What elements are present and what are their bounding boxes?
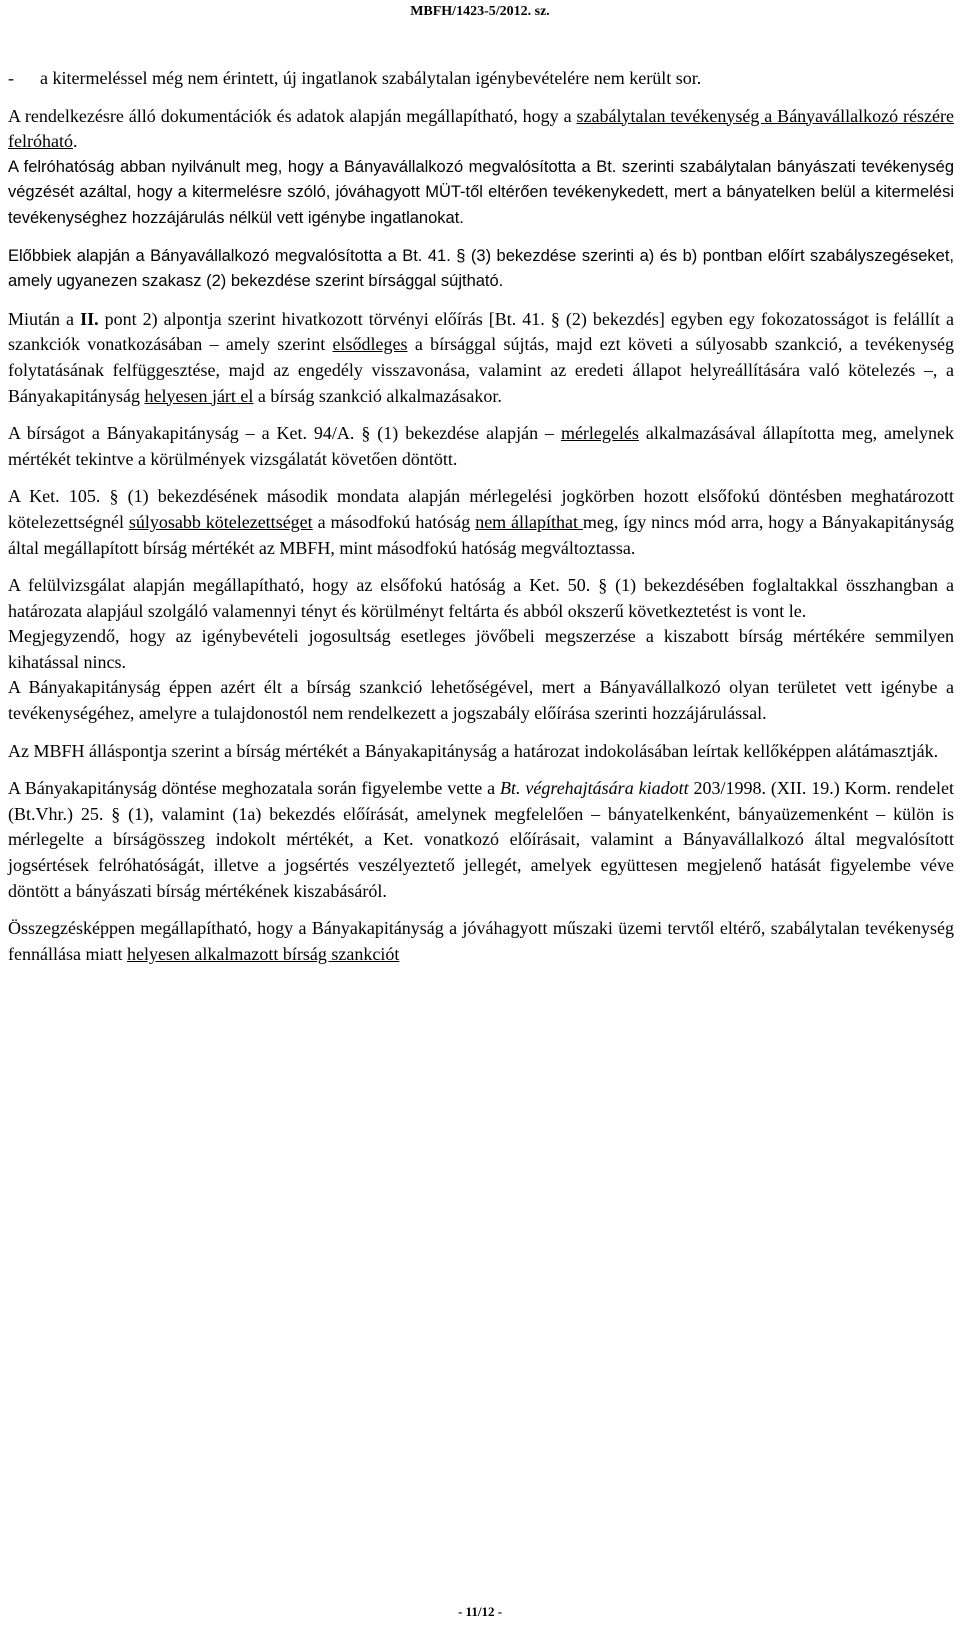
paragraph-10: Az MBFH álláspontja szerint a bírság mértékét a Bányakapitányság a határozat indokolásában leírtak kellőképpen alátámasztják.	[8, 740, 939, 761]
list-item	[8, 66, 954, 92]
document-body	[8, 66, 954, 967]
underlined-phrase: nem állapíthat	[475, 511, 583, 532]
underlined-phrase: szabálytalan tevékenység a Bányavállalkozó részére felróható	[8, 105, 955, 152]
paragraph-12: Összegzésképpen megállapítható, hogy a Bányakapitányság a jóváhagyott műszaki üzemi tervtől eltérő, szabálytalan tevékenység fennállása miatt helyesen alkalmazott bírság szankciót	[8, 918, 954, 964]
list-item-text: a kitermeléssel még nem érintett, új ingatlanok szabálytalan igénybevételére nem került sor.	[40, 68, 702, 88]
paragraph-7: A felülvizsgálat alapján megállapítható, hogy az elsőfokú hatóság a Ket. 50. § (1) bekezdésében foglaltakkal összhangban a határozata alapjául szolgáló valamennyi tényt és körülményt feltárta és abból okszerű következtetést is vont le.	[8, 575, 954, 621]
paragraph-1: A rendelkezésre álló dokumentációk és adatok alapján megállapítható, hogy a szabálytalan tevékenység a Bányavállalkozó részére felróható.	[8, 105, 955, 152]
paragraph-2: A felróhatóság abban nyilvánult meg, hogy a Bányavállalkozó megvalósította a Bt. szerinti szabálytalan bányászati tevékenység végzését azáltal, hogy a kitermelésre szóló, jóváhagyott MÜT-től eltérően tevékenykedett, mert a bányatelken belül a kitermelési tevékenységhez hozzájárulás nélkül vett igénybe ingatlanokat.	[8, 157, 954, 227]
paragraph-6: A Ket. 105. § (1) bekezdésének második mondata alapján mérlegelési jogkörben hozott elsőfokú döntésben meghatározott kötelezettségnél súlyosabb kötelezettséget a másodfokú hatóság nem állapíthat meg, így nincs mód arra, hogy a Bányakapitányság által megállapított bírság mértékét az MBFH, mint másodfokú hatóság megváltoztassa.	[8, 486, 955, 558]
page-number: - 11/12 -	[457, 1604, 503, 1619]
paragraph-3: Előbbiek alapján a Bányavállalkozó megvalósította a Bt. 41. § (3) bekezdése szerinti a) és b) pontban előírt szabályszegéseket, amely ugyanezen szakasz (2) bekezdése szerint bírsággal sújtható.	[8, 246, 954, 291]
underlined-phrase: helyesen alkalmazott bírság szankciót	[126, 943, 400, 964]
underlined-phrase: helyesen járt el	[144, 385, 254, 406]
paragraph-11: A Bányakapitányság döntése meghozatala során figyelembe vette a Bt. végrehajtására kiadott 203/1998. (XII. 19.) Korm. rendelet (Bt.Vhr.) 25. § (1), valamint (1a) bekezdés előírását, amelynek megfelelően – bányatelkenként, bányaüzemenként – külön is mérlegelte a bírságösszeg indokolt mértékét, a Ket. vonatkozó előírásait, valamint a Bányavállalkozó által megvalósított jogsértések felróhatóságát, illetve a jogsértés veszélyeztető jellegét, amelyek együttesen megjelenő hatását figyelembe véve döntött a bányászati bírság mértékének kiszabásáról.	[8, 778, 955, 901]
underlined-phrase: mérlegelés	[560, 423, 639, 444]
list-dash: -	[8, 68, 14, 88]
paragraph-5: A bírságot a Bányakapitányság – a Ket. 94/A. § (1) bekezdése alapján – mérlegelés alkalmazásával állapította meg, amelynek mértékét tekintve a körülmények vizsgálatát követően döntött.	[8, 423, 954, 469]
paragraph-8: Megjegyzendő, hogy az igénybevételi jogosultság esetleges jövőbeli megszerzése a kiszabott bírság mértékére semmilyen kihatással nincs.	[8, 626, 954, 672]
italic-phrase: Bt. végrehajtására kiadott	[499, 778, 689, 799]
document-reference-header: MBFH/1423-5/2012. sz.	[410, 4, 550, 19]
underlined-phrase: súlyosabb kötelezettséget	[128, 511, 313, 532]
paragraph-9: A Bányakapitányság éppen azért élt a bírság szankció lehetőségével, mert a Bányavállalkozó olyan területet vett igénybe a tevékenységéhez, amelyre a tulajdonostól nem rendelkezett a jogszabály előírása szerinti hozzájárulással.	[8, 677, 954, 724]
paragraph-4: Miután a II. pont 2) alpontja szerint hivatkozott törvényi előírás [Bt. 41. § (2) bekezdés] egyben egy fokozatosságot is felállít a szankciók vonatkozásában – amely szerint elsődleges a bírsággal sújtás, majd ezt követi a súlyosabb szankció, a tevékenység folytatásának felfüggesztése, majd az engedély visszavonása, valamint az eredeti állapot helyreállítására való kötelezés –, a Bányakapitányság helyesen járt el a bírság szankció alkalmazásakor.	[8, 308, 954, 406]
section-roman-numeral: II.	[80, 308, 99, 329]
underlined-phrase: elsődleges	[332, 334, 408, 355]
